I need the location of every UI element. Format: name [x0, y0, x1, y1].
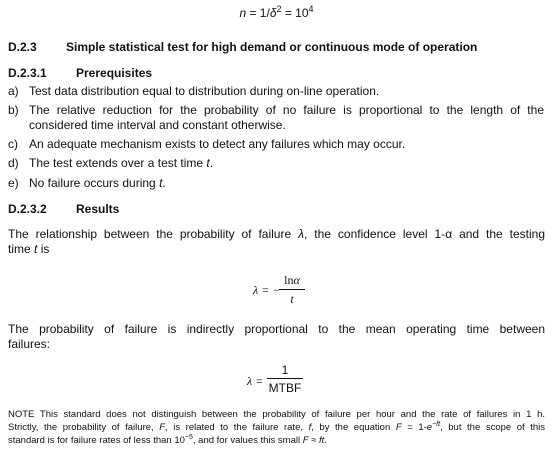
list-marker: e) — [8, 176, 19, 190]
list-marker: c) — [8, 137, 18, 151]
section-title: Simple statistical test for high demand or continuous mode of operation — [66, 40, 478, 54]
list-item-b — [8, 103, 544, 133]
formula-lhs: λ = — [247, 374, 264, 388]
note-block — [8, 408, 545, 447]
section-heading-d231 — [8, 66, 152, 80]
alpha-symbol: α — [445, 227, 453, 241]
formula-denominator: MTBF — [268, 381, 302, 395]
note-line2: Strictly, the probability of failure, F, is related to the failure rate, f, by the equation $F = 1-e^{-ft}$, but the scope of this — [8, 420, 546, 433]
section-number: D.2.3 — [8, 40, 37, 54]
formula-fraction — [279, 273, 305, 307]
list-text — [29, 103, 544, 133]
note-line1: NOTE This standard does not distinguish between the probability of failure per hour and the rate of failures in 1 h. — [8, 409, 545, 420]
section-heading-d23 — [8, 40, 477, 54]
var-t: t — [34, 242, 38, 256]
list-text — [29, 176, 544, 191]
list-marker: d) — [8, 156, 19, 170]
var-t: t — [159, 176, 163, 190]
eq-n: n — [239, 6, 247, 20]
results-paragraph-1 — [8, 227, 545, 257]
list-text-post: . — [162, 176, 166, 190]
list-text-line1: The relative reduction for the probability of no failure is proportional to the length of the — [29, 103, 544, 117]
formula-fraction — [267, 363, 303, 395]
list-text-line2: considered time interval and constant otherwise. — [29, 118, 286, 132]
section-heading-d232 — [8, 202, 119, 216]
eq-middle: = 1/ — [246, 6, 270, 20]
eq-rhs-base: = 10 — [281, 6, 309, 20]
list-text-pre: No failure occurs during — [29, 176, 160, 190]
lambda-symbol: λ — [298, 227, 304, 241]
note-line3: standard is for failure rates of less than $10^{-5}$, and for values this small F ≈ ft. — [8, 433, 327, 446]
top-equation — [0, 4, 553, 20]
section-title: Prerequisites — [76, 66, 153, 80]
list-item-a — [8, 84, 544, 99]
list-text: Test data distribution equal to distribution during on-line operation. — [29, 84, 380, 98]
results-paragraph-2 — [8, 322, 545, 352]
para-line2: failures: — [8, 337, 51, 351]
eq-delta: δ — [269, 6, 277, 20]
formula-numerator: lnα — [284, 273, 300, 287]
para-line1: The probability of failure is indirectly proportional to the mean operating time between — [8, 322, 545, 336]
var-t: t — [206, 156, 210, 170]
list-text-pre: The test extends over a test time — [29, 156, 207, 170]
section-number: D.2.3.2 — [8, 202, 47, 216]
formula-denominator: t — [290, 292, 294, 306]
list-item-d — [8, 156, 544, 171]
section-title: Results — [76, 202, 120, 216]
para-line2: time t is — [8, 242, 50, 256]
para-line1: The relationship between the probability of failure λ, the confidence level 1-α and the testing — [8, 227, 546, 241]
eq-rhs-exp: 4 — [308, 4, 314, 14]
list-text-post: . — [209, 156, 214, 170]
list-marker: b) — [8, 103, 19, 117]
section-number: D.2.3.1 — [8, 66, 47, 80]
list-marker: a) — [8, 84, 19, 98]
eq-exp2: 2 — [276, 4, 282, 14]
list-item-e — [8, 176, 544, 191]
formula-numerator: 1 — [281, 363, 289, 377]
formula-lhs: λ = − — [253, 283, 281, 297]
list-text: An adequate mechanism exists to detect any failures which may occur. — [29, 137, 406, 151]
list-item-c — [8, 137, 544, 152]
list-text — [29, 156, 544, 171]
